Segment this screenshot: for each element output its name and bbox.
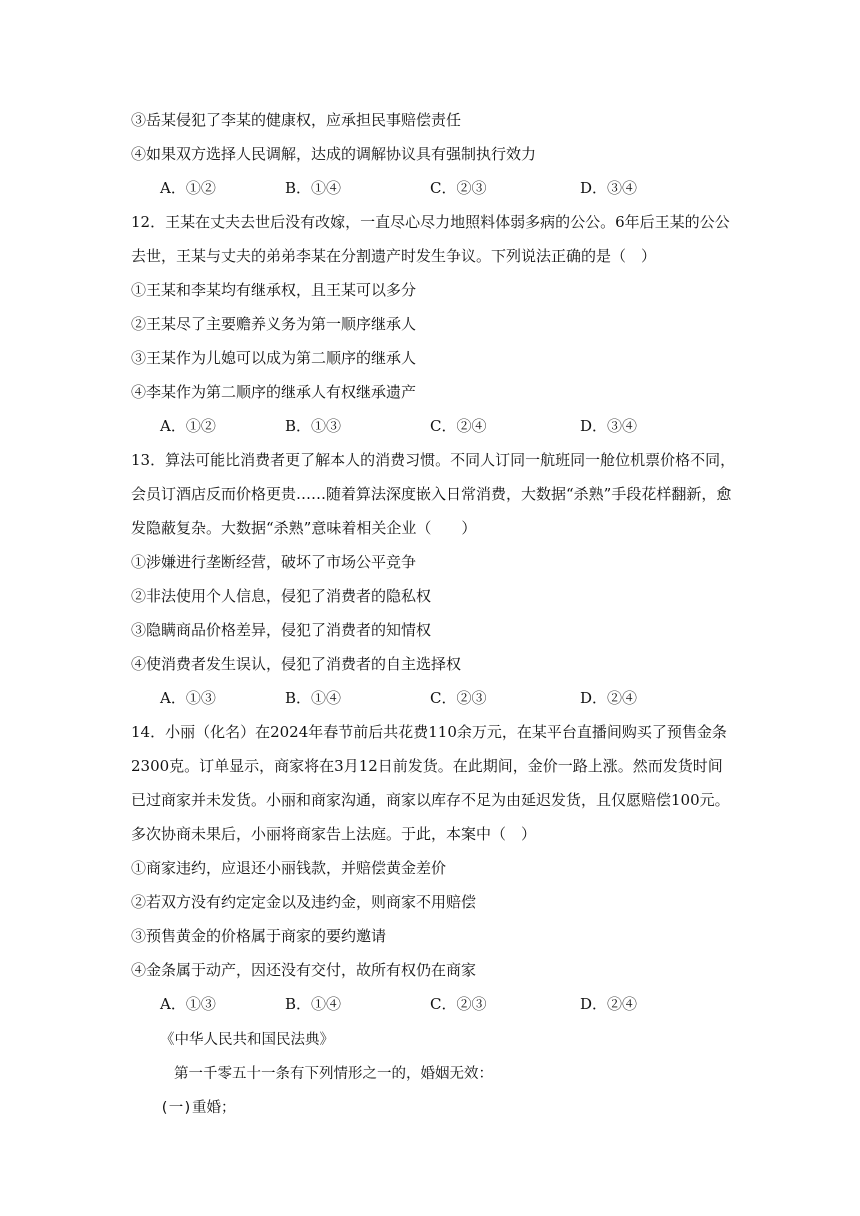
q11-statement-4: ④如果双方选择人民调解，达成的调解协议具有强制执行效力 bbox=[131, 145, 537, 163]
q13-statement-4: ④使消费者发生误认，侵犯了消费者的自主选择权 bbox=[131, 655, 462, 673]
q14-statement-4: ④金条属于动产，因还没有交付，故所有权仍在商家 bbox=[131, 961, 477, 979]
q12-stem-line-1: 12．王某在丈夫去世后没有改嫁，一直尽心尽力地照料体弱多病的公公。6年后王某的公公 bbox=[131, 213, 730, 231]
q14-option-a[interactable]: A．①③ bbox=[160, 995, 216, 1013]
q13-statement-2: ②非法使用个人信息，侵犯了消费者的隐私权 bbox=[131, 587, 432, 605]
q13-option-b[interactable]: B．①④ bbox=[285, 689, 342, 707]
q14-option-d[interactable]: D．②④ bbox=[580, 995, 638, 1013]
q12-statement-4: ④李某作为第二顺序的继承人有权继承遗产 bbox=[131, 383, 417, 401]
q14-statement-3: ③预售黄金的价格属于商家的要约邀请 bbox=[131, 927, 387, 945]
q12-option-a[interactable]: A．①② bbox=[160, 417, 216, 435]
q13-stem-line-3: 发隐蔽复杂。大数据“杀熟”意味着相关企业（ ） bbox=[131, 519, 477, 537]
q13-option-a[interactable]: A．①③ bbox=[160, 689, 216, 707]
q12-statement-3: ③王某作为儿媳可以成为第二顺序的继承人 bbox=[131, 349, 417, 367]
q11-option-a[interactable]: A．①② bbox=[160, 179, 216, 197]
q12-option-b[interactable]: B．①③ bbox=[285, 417, 342, 435]
q12-statement-2: ②王某尽了主要赡养义务为第一顺序继承人 bbox=[131, 315, 417, 333]
q14-statement-1: ①商家违约，应退还小丽钱款，并赔偿黄金差价 bbox=[131, 859, 447, 877]
q14-stem-line-4: 多次协商未果后，小丽将商家告上法庭。于此，本案中（ ） bbox=[131, 825, 537, 843]
q13-option-c[interactable]: C．②③ bbox=[430, 689, 487, 707]
q11-option-d[interactable]: D．③④ bbox=[580, 179, 638, 197]
q14-stem-line-1: 14．小丽（化名）在2024年春节前后共花费110余万元，在某平台直播间购买了预售金条 bbox=[131, 723, 727, 741]
q13-stem-line-2: 会员订酒店反而价格更贵……随着算法深度嵌入日常消费，大数据“杀熟”手段花样翻新，愈 bbox=[131, 485, 732, 503]
q13-statement-1: ①涉嫌进行垄断经营，破坏了市场公平竞争 bbox=[131, 553, 417, 571]
q14-stem-line-3: 已过商家并未发货。小丽和商家沟通，商家以库存不足为由延迟发货，且仅愿赔偿100元。 bbox=[131, 791, 730, 809]
q11-option-b[interactable]: B．①④ bbox=[285, 179, 342, 197]
q13-stem-line-1: 13．算法可能比消费者更了解本人的消费习惯。不同人订同一航班同一舱位机票价格不同， bbox=[131, 451, 736, 469]
q12-options bbox=[160, 416, 680, 436]
law-article: 第一千零五十一条有下列情形之一的，婚姻无效： bbox=[174, 1066, 493, 1082]
law-item-1: (一)重婚； bbox=[160, 1100, 236, 1116]
q13-option-d[interactable]: D．②④ bbox=[580, 689, 638, 707]
q14-options bbox=[160, 994, 680, 1014]
law-title: 《中华人民共和国民法典》 bbox=[160, 1032, 334, 1048]
q14-option-c[interactable]: C．②③ bbox=[430, 995, 487, 1013]
q13-statement-3: ③隐瞒商品价格差异，侵犯了消费者的知情权 bbox=[131, 621, 432, 639]
q14-stem-line-2: 2300克。订单显示，商家将在3月12日前发货。在此期间，金价一路上涨。然而发货时间 bbox=[131, 757, 723, 775]
q12-statement-1: ①王某和李某均有继承权，且王某可以多分 bbox=[131, 281, 417, 299]
q14-statement-2: ②若双方没有约定定金以及违约金，则商家不用赔偿 bbox=[131, 893, 477, 911]
q11-option-c[interactable]: C．②③ bbox=[430, 179, 487, 197]
q11-options bbox=[160, 178, 680, 198]
q12-option-d[interactable]: D．③④ bbox=[580, 417, 638, 435]
q12-option-c[interactable]: C．②④ bbox=[430, 417, 487, 435]
q12-stem-line-2: 去世，王某与丈夫的弟弟李某在分割遗产时发生争议。下列说法正确的是（ ） bbox=[131, 247, 657, 265]
q11-statement-3: ③岳某侵犯了李某的健康权，应承担民事赔偿责任 bbox=[131, 111, 462, 129]
q13-options bbox=[160, 688, 680, 708]
q14-option-b[interactable]: B．①④ bbox=[285, 995, 342, 1013]
